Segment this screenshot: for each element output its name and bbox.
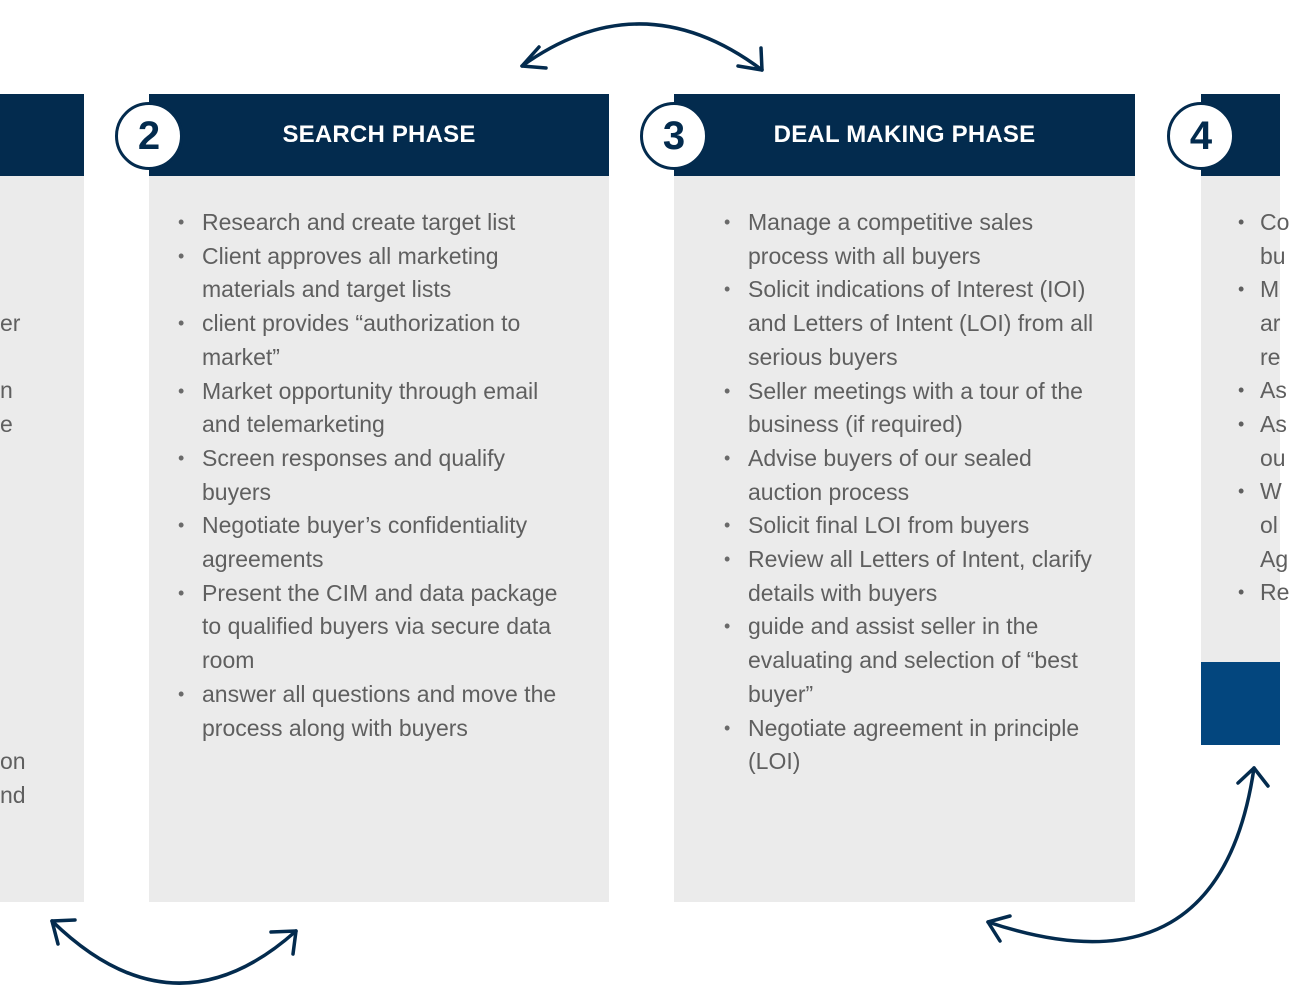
phase1-text-fragment: e: [0, 411, 13, 437]
list-item: • Seller meetings with a tour of the business (if required): [748, 375, 1103, 442]
list-item: • Negotiate agreement in principle (LOI): [748, 712, 1103, 779]
phase4-text-fragment: ar: [1260, 310, 1281, 336]
list-item: • Solicit final LOI from buyers: [748, 509, 1103, 543]
phase4-bullet: •: [1238, 212, 1245, 232]
phase4-bullet: •: [1238, 279, 1245, 299]
phase1-text-fragment: er: [0, 310, 21, 336]
phase4-number: 4: [1189, 113, 1213, 158]
phase4-bullet: •: [1238, 380, 1245, 400]
list-item: • Advise buyers of our sealed auction process: [748, 442, 1103, 509]
list-item: • Negotiate buyer’s confidentiality agreements: [202, 509, 567, 576]
list-item: • Manage a competitive sales process with all buyers: [748, 206, 1103, 273]
phase3-title: DEAL MAKING PHASE: [773, 121, 1036, 148]
phase4-text-fragment: ou: [1260, 445, 1286, 471]
list-item: • Screen responses and qualify buyers: [202, 442, 567, 509]
list-item: • Present the CIM and data package to qualified buyers via secure data room: [202, 577, 567, 678]
phase1-text-fragment: nd: [0, 782, 26, 808]
list-item: • Client approves all marketing materials and target lists: [202, 240, 567, 307]
phase4-text-fragment: Ag: [1260, 546, 1289, 572]
phase4-bullet: •: [1238, 414, 1245, 434]
phase2-title: SEARCH PHASE: [282, 121, 476, 148]
list-item: • client provides “authorization to market”: [202, 307, 567, 374]
phase4-text-fragment: As: [1260, 411, 1287, 437]
phase4-text-fragment: re: [1260, 344, 1281, 370]
list-item: • answer all questions and move the process along with buyers: [202, 678, 567, 745]
list-item: • guide and assist seller in the evaluating and selection of “best buyer”: [748, 610, 1103, 711]
phase2-number: 2: [137, 113, 161, 158]
phase4-text-fragment: M: [1260, 276, 1280, 302]
list-item: • Review all Letters of Intent, clarify details with buyers: [748, 543, 1103, 610]
phase4-bullet: •: [1238, 481, 1245, 501]
phase4-text-fragment: Co: [1260, 209, 1289, 235]
phase1-text-fragment: n: [0, 377, 13, 403]
list-item: • Solicit indications of Interest (IOI) and Letters of Intent (LOI) from all serious buyers: [748, 273, 1103, 374]
phase1-text-fragment: on: [0, 748, 26, 774]
bottom-left-connector-arc: [52, 921, 296, 983]
phase4-text-fragment: ol: [1260, 512, 1278, 538]
phase4-text-fragment: As: [1260, 377, 1287, 403]
phase4-text-fragment: Re: [1260, 579, 1289, 605]
list-item: • Research and create target list: [202, 206, 567, 240]
phase4-text-fragment: bu: [1260, 243, 1286, 269]
bottom-right-connector-arc: [988, 768, 1254, 942]
phase3-number: 3: [662, 113, 686, 158]
top-connector-arc: [522, 24, 762, 70]
list-item: • Market opportunity through email and telemarketing: [202, 375, 567, 442]
phase4-text-fragment: W: [1260, 478, 1282, 504]
phase4-bullet: •: [1238, 582, 1245, 602]
